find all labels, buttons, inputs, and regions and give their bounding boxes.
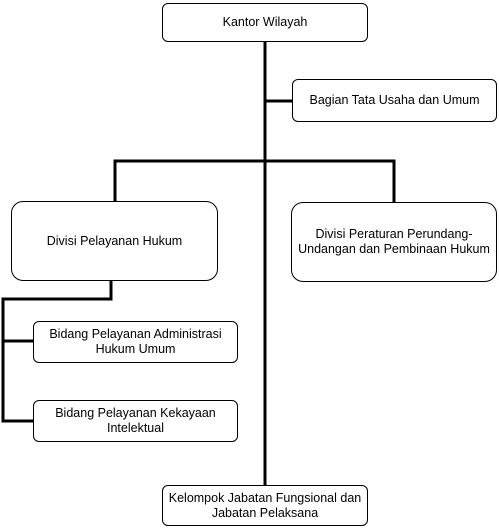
- bagian-tata-usaha-box: [292, 79, 497, 122]
- bidang-administrasi-label: Bidang Pelayanan Administrasi Hukum Umum: [49, 327, 222, 356]
- divisi-peraturan-label: Divisi Peraturan Perundang-Undangan dan Pembinaan Hukum: [298, 227, 490, 256]
- bidang-kekayaan-label: Bidang Pelayanan Kekayaan Intelektual: [55, 406, 216, 435]
- bidang-administrasi-box: [33, 321, 238, 363]
- kantor-wilayah-box: [162, 3, 368, 42]
- kantor-wilayah-label: Kantor Wilayah: [222, 15, 308, 29]
- divisi-peraturan-box: [291, 202, 497, 282]
- kelompok-jabatan-box: [162, 485, 368, 526]
- divisi-pelayanan-hukum-label: Divisi Pelayanan Hukum: [46, 233, 183, 248]
- kelompok-jabatan-label: Kelompok Jabatan Fungsional dan Jabatan Pelaksana: [168, 490, 362, 520]
- divisi-pelayanan-hukum-box: [11, 201, 218, 281]
- bidang-kekayaan-box: [33, 400, 238, 442]
- bagian-tata-usaha-label: Bagian Tata Usaha dan Umum: [309, 93, 480, 107]
